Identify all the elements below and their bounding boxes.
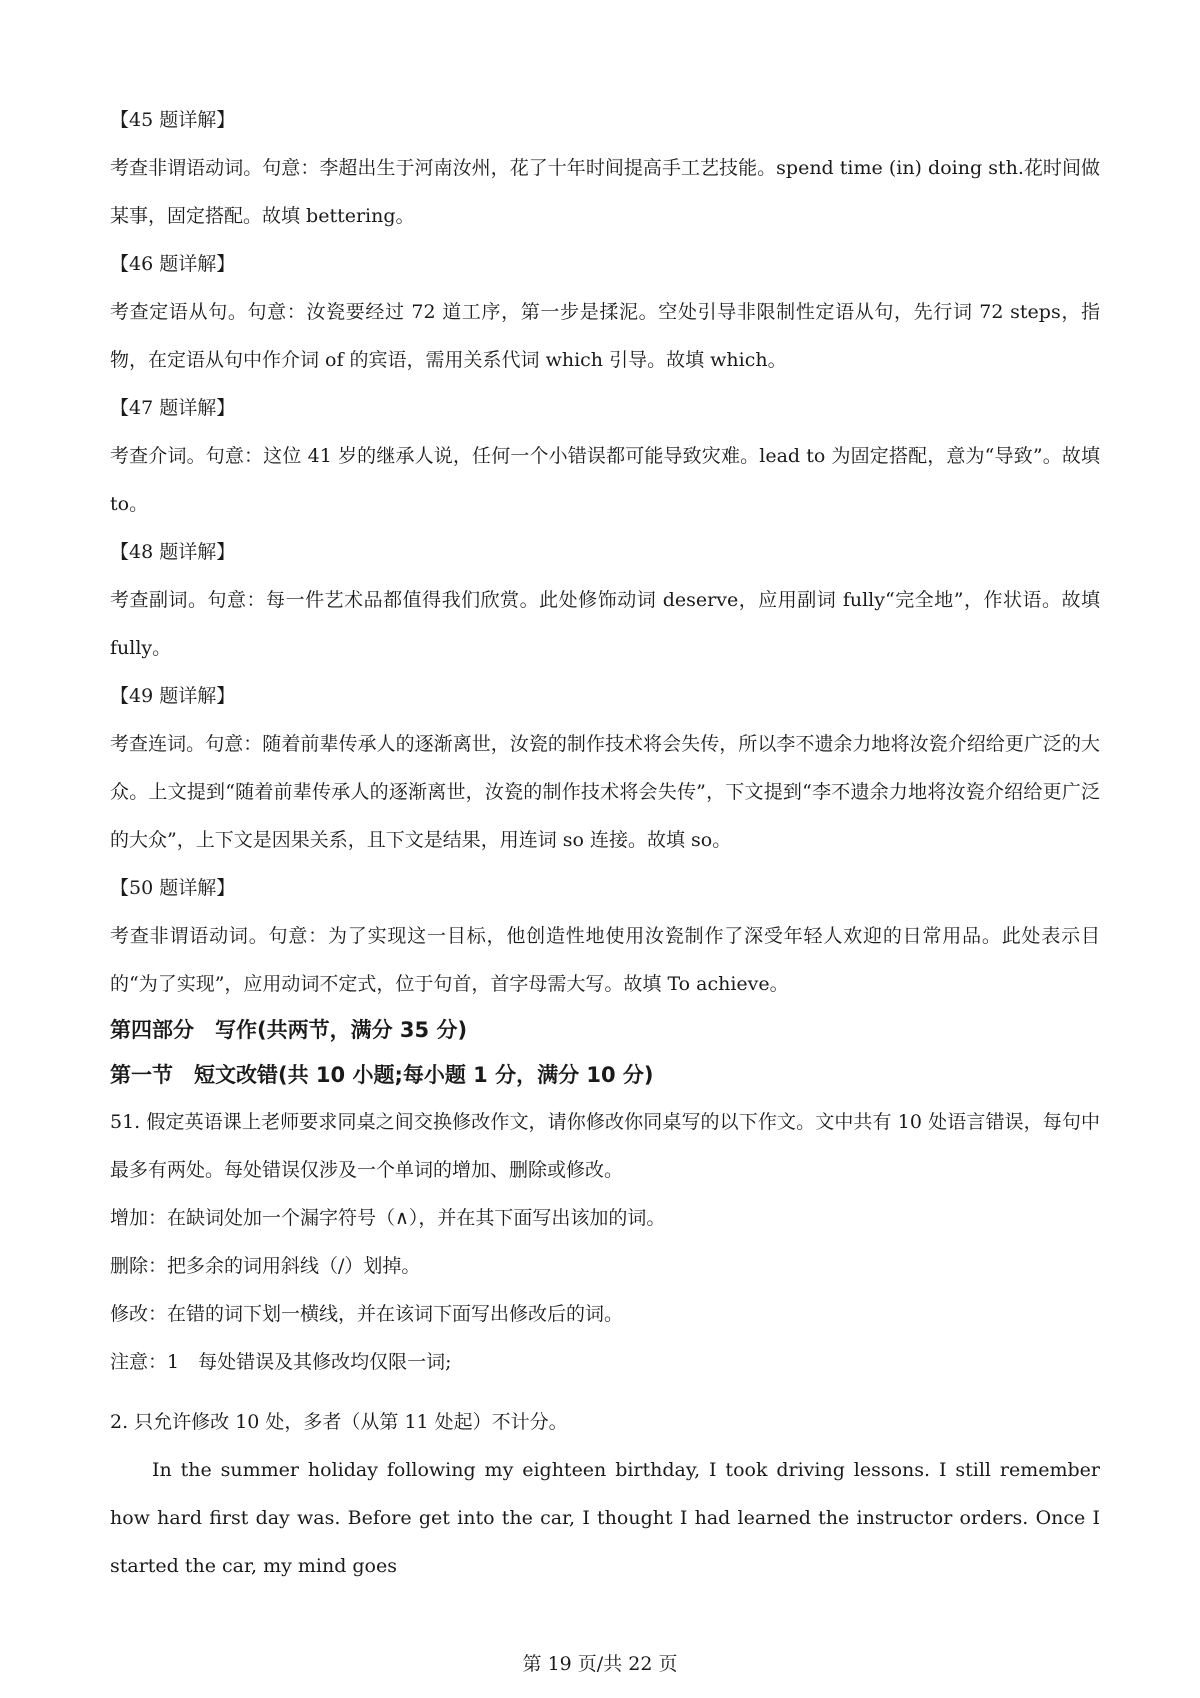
answer-45-title: 【45 题详解】 — [110, 109, 236, 131]
instruction-delete: 删除：把多余的词用斜线（/）划掉。 — [110, 1255, 421, 1277]
answer-47 — [110, 384, 1100, 528]
answer-46 — [110, 240, 1100, 384]
answer-50-title: 【50 题详解】 — [110, 877, 236, 899]
answer-48-text: 考查副词。句意：每一件艺术品都值得我们欣赏。此处修饰动词 deserve，应用副词 fully“完全地”，作状语。故填 fully。 — [110, 589, 1100, 659]
section-heading: 第四部分 写作(共两节，满分 35 分) — [110, 1018, 468, 1042]
answer-50 — [110, 864, 1100, 1008]
answer-46-title: 【46 题详解】 — [110, 253, 236, 275]
answer-48 — [110, 528, 1100, 672]
answer-46-text: 考查定语从句。句意：汝瓷要经过 72 道工序，第一步是揉泥。空处引导非限制性定语从句，先行词 72 steps，指物，在定语从句中作介词 of 的宾语，需用关系代词 which 引导。故填 which。 — [110, 301, 1100, 371]
answer-45 — [110, 96, 1100, 240]
passage-text: In the summer holiday following my eighteen birthday, I took driving lessons. I still remember how hard first day was. Before get into the car, I thought I had learned the instructor orders. Once I started the car, my mind goes — [110, 1459, 1100, 1577]
answer-48-title: 【48 题详解】 — [110, 541, 236, 563]
note-2: 2. 只允许修改 10 处，多者（从第 11 处起）不计分。 — [110, 1411, 568, 1433]
note-1: 注意：1 每处错误及其修改均仅限一词; — [110, 1351, 452, 1373]
answer-49 — [110, 672, 1100, 864]
page-content — [110, 96, 1100, 1590]
answer-49-title: 【49 题详解】 — [110, 685, 236, 707]
answer-49-text: 考查连词。句意：随着前辈传承人的逐渐离世，汝瓷的制作技术将会失传，所以李不遗余力地将汝瓷介绍给更广泛的大众。上文提到“随着前辈传承人的逐渐离世，汝瓷的制作技术将会失传”，下文提到“李不遗余力地将汝瓷介绍给更广泛的大众”，上下文是因果关系，且下文是结果，用连词 so 连接。故填 so。 — [110, 733, 1100, 851]
instruction-modify: 修改：在错的词下划一横线，并在该词下面写出修改后的词。 — [110, 1303, 624, 1325]
instruction-add: 增加：在缺词处加一个漏字符号（∧），并在其下面写出该加的词。 — [110, 1207, 666, 1229]
answer-47-title: 【47 题详解】 — [110, 397, 236, 419]
subsection-heading: 第一节 短文改错(共 10 小题;每小题 1 分，满分 10 分) — [110, 1063, 654, 1087]
page-footer: 第 19 页/共 22 页 — [522, 1653, 678, 1675]
answer-45-text: 考查非谓语动词。句意：李超出生于河南汝州，花了十年时间提高手工艺技能。spend time (in) doing sth.花时间做某事，固定搭配。故填 bettering。 — [110, 157, 1100, 227]
answer-50-text: 考查非谓语动词。句意：为了实现这一目标，他创造性地使用汝瓷制作了深受年轻人欢迎的日常用品。此处表示目的“为了实现”，应用动词不定式，位于句首，首字母需大写。故填 To achieve。 — [110, 925, 1100, 995]
question-51 — [110, 1098, 1100, 1590]
question-51-prompt: 51. 假定英语课上老师要求同桌之间交换修改作文，请你修改你同桌写的以下作文。文中共有 10 处语言错误，每句中最多有两处。每处错误仅涉及一个单词的增加、删除或修改。 — [110, 1111, 1100, 1181]
answer-47-text: 考查介词。句意：这位 41 岁的继承人说，任何一个小错误都可能导致灾难。lead to 为固定搭配，意为“导致”。故填 to。 — [110, 445, 1100, 515]
